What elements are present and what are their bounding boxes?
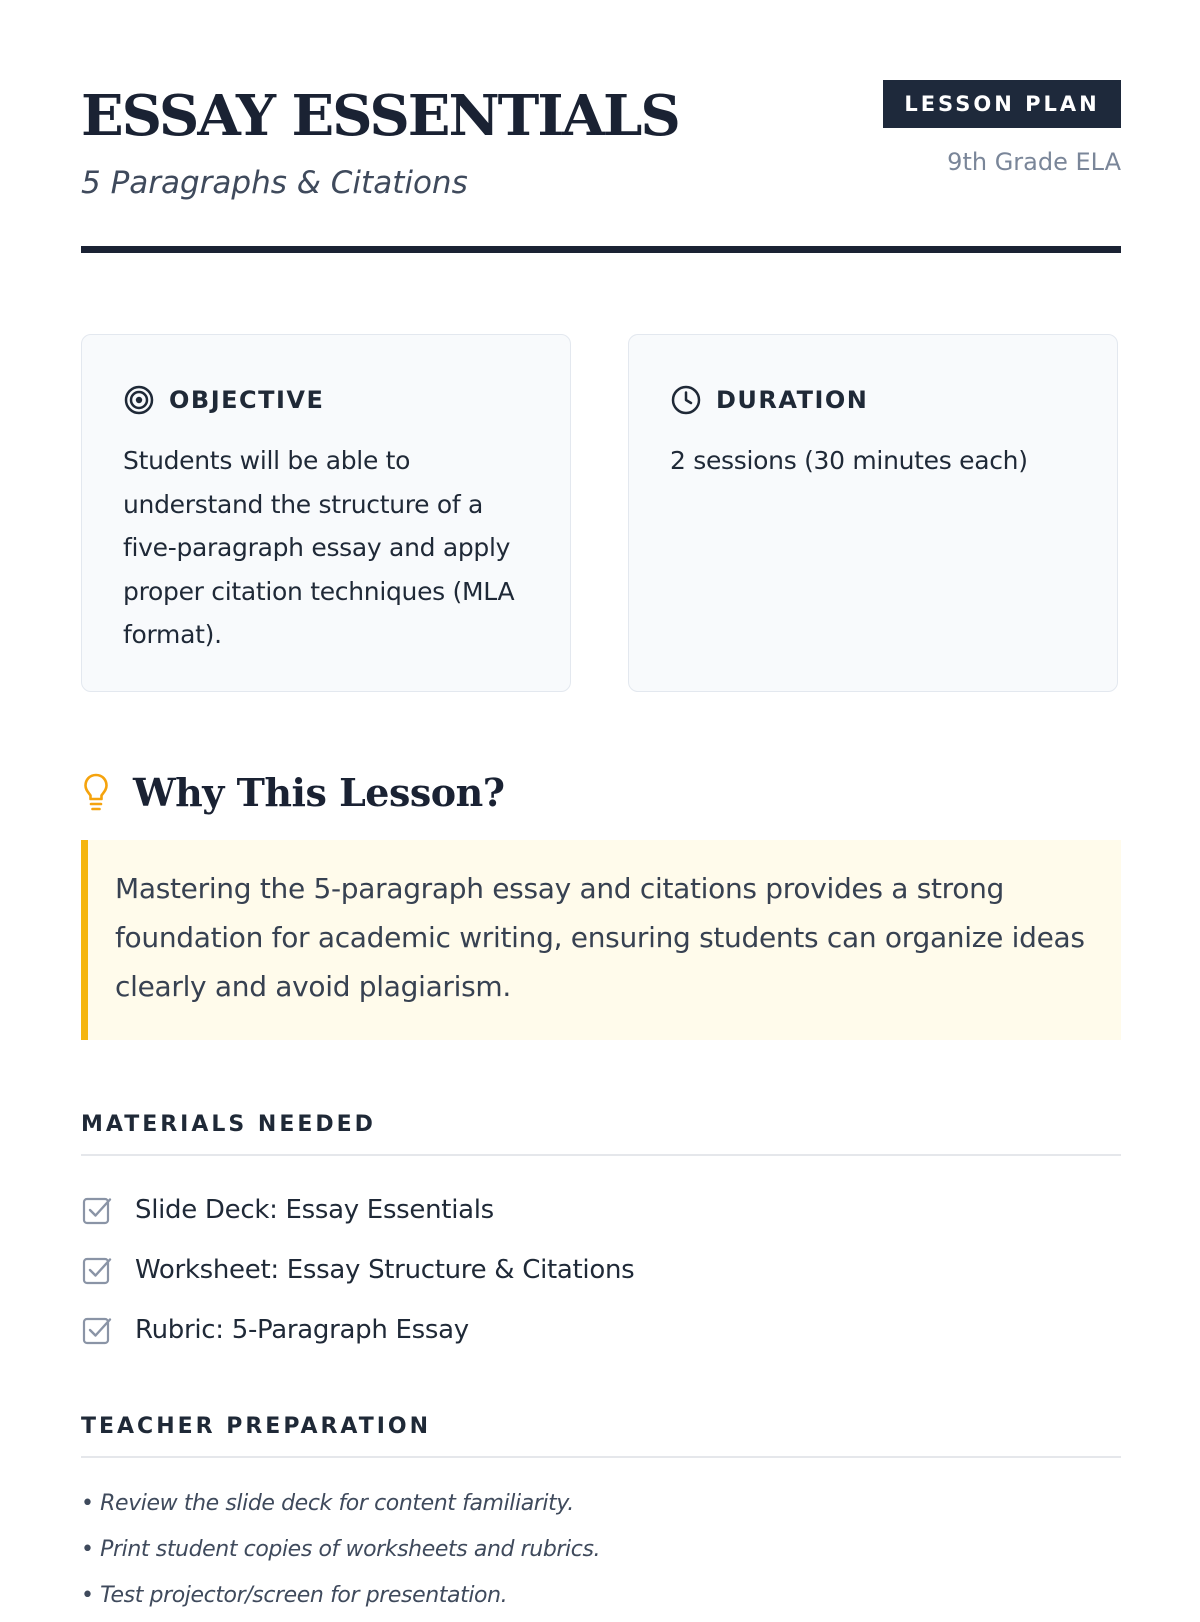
checkbox-checked-icon [81,1254,113,1286]
preparation-heading: TEACHER PREPARATION [81,1414,432,1439]
materials-list [81,1180,634,1360]
material-text: Slide Deck: Essay Essentials [135,1195,494,1225]
lesson-plan-badge: LESSON PLAN [883,80,1121,128]
materials-divider [81,1154,1121,1156]
material-text: Worksheet: Essay Structure & Citations [135,1255,635,1285]
why-heading-row [81,764,505,820]
objective-text: Students will be able to understand the structure of a five-paragraph essay and apply proper citation techniques (MLA format). [123,446,515,649]
list-item: • Print student copies of worksheets and rubrics. [81,1537,601,1562]
objective-card [81,334,571,692]
duration-label: DURATION [716,386,869,414]
material-text: Rubric: 5-Paragraph Essay [135,1315,469,1345]
list-item [81,1300,634,1360]
checkbox-checked-icon [81,1314,113,1346]
lesson-plan-page [81,0,1121,1608]
page-subtitle: 5 Paragraphs & Citations [81,165,468,201]
duration-header [670,383,868,417]
duration-text: 2 sessions (30 minutes each) [670,446,1028,475]
why-callout: Mastering the 5-paragraph essay and citations provides a strong foundation for academic writing, ensuring students can organize ideas clearly and avoid plagiarism. [81,840,1121,1040]
lightbulb-icon [81,772,111,812]
preparation-list [81,1484,600,1622]
list-item [81,1240,634,1300]
objective-header [123,383,324,417]
list-item: • Review the slide deck for content familiarity. [81,1491,574,1516]
page-title: ESSAY ESSENTIALS [81,83,679,149]
header-divider [81,246,1121,253]
duration-card [628,334,1118,692]
objective-label: OBJECTIVE [169,386,325,414]
clock-icon [670,384,702,416]
grade-label: 9th Grade ELA [947,148,1121,176]
header [81,0,1121,254]
materials-heading: MATERIALS NEEDED [81,1112,376,1137]
why-heading: Why This Lesson? [133,769,505,815]
target-icon [123,384,155,416]
checkbox-checked-icon [81,1194,113,1226]
preparation-divider [81,1456,1121,1458]
list-item [81,1180,634,1240]
list-item: • Test projector/screen for presentation. [81,1583,508,1608]
